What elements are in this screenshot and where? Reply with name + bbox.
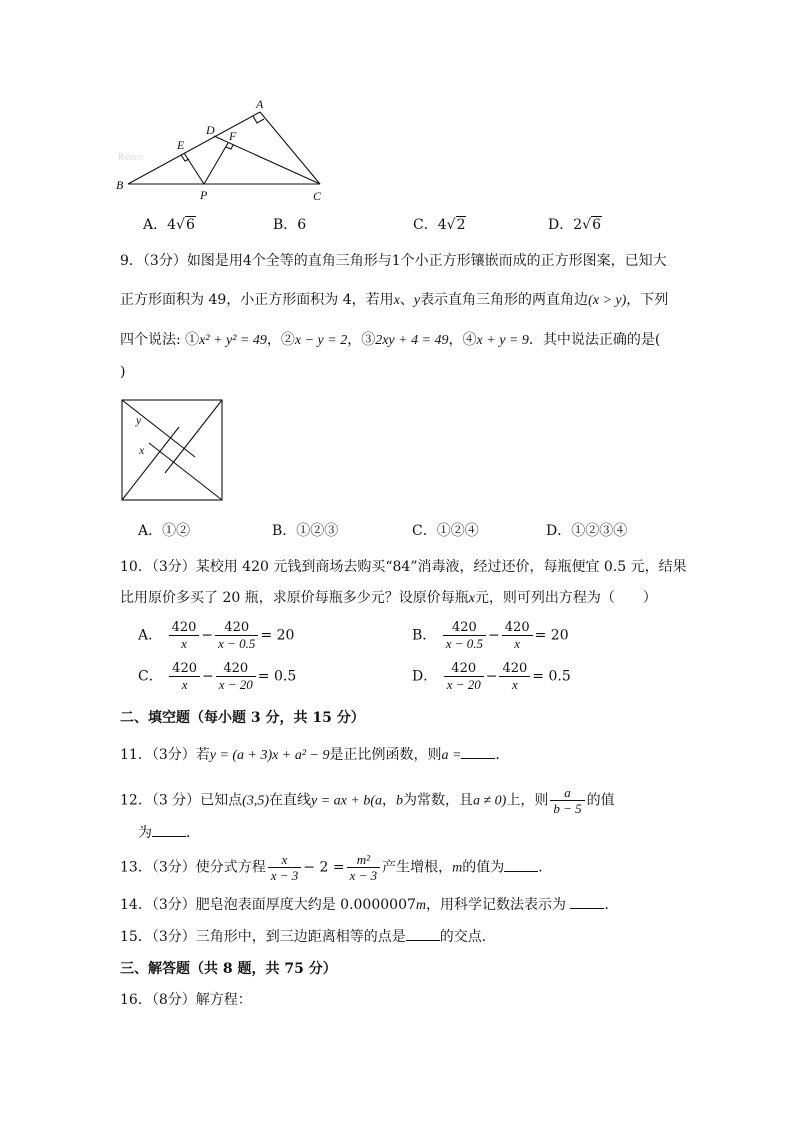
q9-option-c: C．①②④ bbox=[412, 523, 479, 539]
label-e: E bbox=[177, 138, 185, 152]
answer-blank[interactable] bbox=[461, 746, 495, 759]
q15: 15．（3分）三角形中，到三边距离相等的点是 的交点． bbox=[120, 929, 496, 945]
answer-blank[interactable] bbox=[152, 824, 186, 837]
fig-watermark: Rezco bbox=[118, 152, 143, 163]
label-d: D bbox=[206, 123, 215, 137]
q9-option-b: B．①②③ bbox=[272, 523, 339, 539]
answer-blank[interactable] bbox=[570, 896, 604, 909]
q10-option-a: A． $\frac{420}{x}$ − $\frac{420}{x - 0.5}$ = 20 bbox=[138, 620, 295, 651]
q13: 13．（3分）使分式方程 $\frac{x}{x - 3}$ − 2 = $\frac{\text{m²}}{x - 3}$ 产生增根，m的值为 ． bbox=[120, 852, 553, 883]
q8-option-a: A．4√6 bbox=[143, 217, 195, 233]
side-ac bbox=[260, 112, 320, 184]
q9-option-a: A．①② bbox=[138, 523, 191, 539]
section-heading-solutions: 三、解答题（共 8 题，共 75 分） bbox=[120, 961, 337, 977]
label-x: x bbox=[139, 443, 145, 457]
section-heading-fill-in: 二、填空题（每小题 3 分，共 15 分） bbox=[120, 710, 365, 726]
label-a: A bbox=[256, 97, 264, 111]
q8-option-c: C．4√2 bbox=[413, 217, 466, 233]
q9-line4: ) bbox=[120, 364, 126, 380]
q10-line2: 比用原价多买了 20 瓶，求原价每瓶多少元？设原价每瓶x元，则可列出方程为（ ） bbox=[120, 590, 657, 606]
right-angle-a bbox=[253, 116, 264, 123]
label-p: P bbox=[200, 188, 208, 202]
segment-pe bbox=[184, 153, 204, 184]
square-pattern-figure bbox=[120, 398, 224, 502]
q10-option-c: C． $\frac{420}{x}$ − $\frac{420}{x - 20}$ = 0.5 bbox=[138, 661, 297, 692]
label-y: y bbox=[136, 413, 142, 427]
q10-option-b: B． $\frac{420}{x - 0.5}$ − $\frac{420}{x}$ = 20 bbox=[412, 620, 569, 651]
label-b: B bbox=[116, 178, 124, 192]
q16: 16．（8分）解方程： bbox=[120, 992, 252, 1008]
q9-option-d: D．①②③④ bbox=[546, 523, 628, 539]
label-f: F bbox=[229, 129, 237, 143]
q9-line2: 正方形面积为 49，小正方形面积为 4，若用x、y表示直角三角形的两直角边(x > y)，下列 bbox=[120, 292, 669, 308]
triangle-figure bbox=[110, 92, 340, 204]
q12-line1: 12．（3 分）已知点(3,5)在直线y = ax + b(a，b为常数，且a ≠ 0)上，则 $\frac{a}{b - 5}$ 的值 bbox=[120, 785, 615, 816]
q10-option-d: D． $\frac{420}{x - 20}$ − $\frac{420}{x}$ = 0.5 bbox=[412, 661, 571, 692]
answer-blank[interactable] bbox=[504, 859, 538, 872]
label-c: C bbox=[313, 189, 322, 203]
answer-blank[interactable] bbox=[406, 928, 440, 941]
q10-line1: 10．（3分）某校用 420 元钱到商场去购买“84”消毒液，经过还价，每瓶便宜 0.5 元，结果 bbox=[120, 559, 687, 575]
q12-line2: 为 ． bbox=[138, 825, 200, 841]
q8-option-b: B．6 bbox=[273, 217, 307, 233]
segment-pf bbox=[204, 143, 228, 184]
q9-line1: 9．（3分）如图是用4个全等的直角三角形与1个小正方形镶嵌而成的正方形图案，已知大 bbox=[120, 253, 667, 269]
q14: 14．（3分）肥皂泡表面厚度大约是 0.0000007m，用科学记数法表示为 ． bbox=[120, 897, 619, 913]
segment-dc bbox=[214, 136, 320, 184]
q9-line3: 四个说法: ①x² + y² = 49，②x − y = 2，③2xy + 4 = 49，④x + y = 9．其中说法正确的是( bbox=[120, 332, 661, 348]
q11: 11．（3分）若y = (a + 3)x + a² − 9是正比例函数，则a = ． bbox=[120, 747, 510, 763]
q8-option-d: D．2√6 bbox=[548, 217, 601, 233]
